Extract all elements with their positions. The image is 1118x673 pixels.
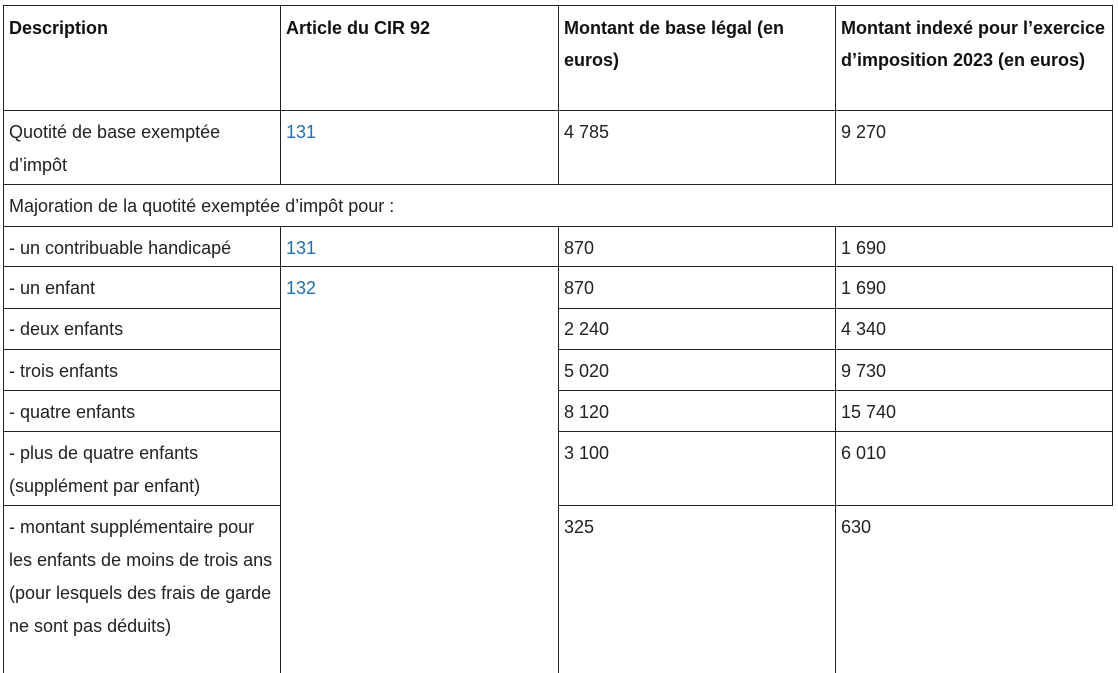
row-base-amount: 8 120 <box>564 402 610 422</box>
row-indexed-amount: 1 690 <box>841 238 887 258</box>
row-description: - plus de quatre enfants (supplément par enfant) <box>9 443 201 496</box>
article-link[interactable]: 132 <box>286 278 317 298</box>
row-description: Quotité de base exemptée d’impôt <box>9 122 221 175</box>
row-base-amount: 870 <box>564 278 595 298</box>
row-base-amount: 3 100 <box>564 443 610 463</box>
row-indexed-amount: 9 270 <box>841 122 887 142</box>
row-description: - montant supplémentaire pour les enfants de moins de trois ans (pour lesquels des frais de garde ne sont pas déduits) <box>9 517 273 636</box>
row-indexed-amount: 6 010 <box>841 443 887 463</box>
table-border-right <box>1112 266 1113 506</box>
header-base-amount: Montant de base légal (en euros) <box>564 18 785 70</box>
row-description: - un contribuable handicapé <box>9 238 232 258</box>
header-description: Description <box>9 18 109 38</box>
article-link[interactable]: 131 <box>286 238 317 258</box>
section-heading: Majoration de la quotité exemptée d’impôt pour : <box>9 196 395 216</box>
row-description: - quatre enfants <box>9 402 136 422</box>
row-description: - deux enfants <box>9 319 124 339</box>
row-indexed-amount: 4 340 <box>841 319 887 339</box>
row-indexed-amount: 9 730 <box>841 361 887 381</box>
header-article: Article du CIR 92 <box>286 18 431 38</box>
row-description: - un enfant <box>9 278 96 298</box>
header-indexed-amount: Montant indexé pour l’exercice d’imposition 2023 (en euros) <box>841 18 1106 70</box>
row-base-amount: 4 785 <box>564 122 610 142</box>
row-base-amount: 2 240 <box>564 319 610 339</box>
row-base-amount: 870 <box>564 238 595 258</box>
article-link[interactable]: 131 <box>286 122 317 142</box>
row-indexed-amount: 1 690 <box>841 278 887 298</box>
row-base-amount: 325 <box>564 517 595 537</box>
row-description: - trois enfants <box>9 361 119 381</box>
row-base-amount: 5 020 <box>564 361 610 381</box>
row-indexed-amount: 15 740 <box>841 402 897 422</box>
table-border-right <box>1112 5 1113 226</box>
row-indexed-amount: 630 <box>841 517 872 537</box>
